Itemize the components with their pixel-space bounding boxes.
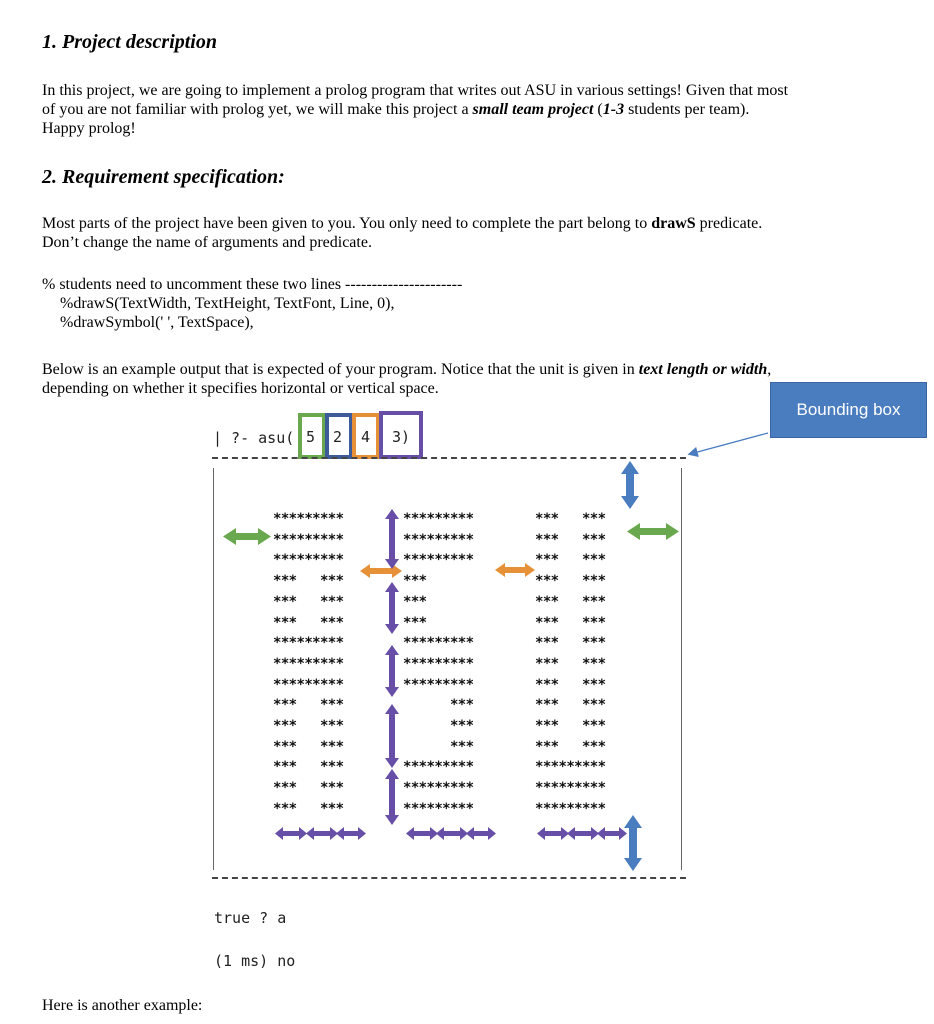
- text-width-arrows-s: [406, 827, 496, 840]
- letter-spacing-arrow-1: [360, 564, 402, 578]
- emphasis-small-team-project: small team project: [472, 101, 594, 118]
- text-width-arrows-u: [537, 827, 627, 840]
- prolog-result-no: (1 ms) no: [214, 952, 296, 970]
- paragraph-line: Happy prolog!: [42, 120, 136, 137]
- ascii-letter-u: *** *** *** *** *** *** *** *** *** *** *** *** *** *** *** *** *** *** *** *** *** *** *** *** ********* ********* *********: [535, 511, 606, 817]
- text-height-arrow-1: [385, 509, 399, 569]
- paragraph-line: Don’t change the name of arguments and predicate.: [42, 234, 372, 251]
- text-height-arrow-4: [385, 704, 399, 768]
- section-heading-project-description: 1. Project description: [42, 31, 217, 53]
- left-padding-arrow: [223, 528, 271, 545]
- section-heading-requirement: 2. Requirement specification:: [42, 166, 285, 188]
- text-height-arrow-5: [385, 769, 399, 825]
- prolog-result-true: true ? a: [214, 909, 287, 927]
- footer-text: Here is another example:: [42, 997, 203, 1014]
- code-line: % students need to uncomment these two lines ----------------------: [42, 276, 463, 293]
- ascii-letter-s: ********* ********* ********* *** *** *** ********* ********* ********* *** *** *** ********* ********* *********: [403, 511, 474, 817]
- arg-value: 4: [361, 428, 371, 446]
- bounding-box-pointer-arrow: [690, 433, 768, 454]
- arg-value: 3): [392, 428, 411, 446]
- emphasis-draws: drawS: [651, 215, 696, 232]
- paragraph-line: Most parts of the project have been given to you. You only need to complete the part belong to drawS predicate.: [42, 215, 763, 232]
- prolog-prompt: | ?- asu(: [213, 429, 295, 447]
- arg-value: 5: [306, 428, 316, 446]
- arg-value: 2: [333, 428, 343, 446]
- ascii-letter-a: ********* ********* ********* *** *** *** *** *** *** ********* ********* ********* *** *** *** *** *** *** *** *** *** *** *** ***: [273, 511, 344, 817]
- paragraph-line: In this project, we are going to implement a prolog program that writes out ASU in various settings! Given that most: [42, 82, 789, 99]
- right-padding-arrow: [627, 523, 679, 540]
- bounding-box-label: Bounding box: [770, 382, 927, 438]
- emphasis-text-length: text length or width: [638, 361, 768, 378]
- top-padding-arrow: [621, 461, 639, 509]
- code-line: %drawS(TextWidth, TextHeight, TextFont, Line, 0),: [60, 295, 395, 312]
- paragraph-line: of you are not familiar with prolog yet, we will make this project a small team project (1-3 students per team).: [42, 101, 750, 118]
- text-height-arrow-3: [385, 645, 399, 697]
- code-line: %drawSymbol(' ', TextSpace),: [60, 314, 254, 331]
- text-height-arrow-2: [385, 582, 399, 634]
- bottom-padding-arrow: [624, 815, 642, 871]
- paragraph-line: depending on whether it specifies horizontal or vertical space.: [42, 380, 439, 397]
- paragraph-line: Below is an example output that is expected of your program. Notice that the unit is given in text length or width,: [42, 361, 772, 378]
- letter-spacing-arrow-2: [495, 563, 535, 577]
- text-width-arrows-a: [275, 827, 366, 840]
